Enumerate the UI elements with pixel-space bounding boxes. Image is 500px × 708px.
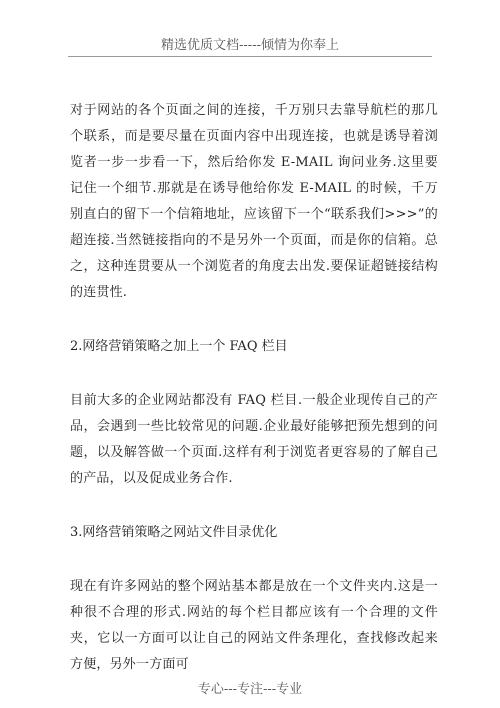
page-footer: 专心---专注---专业 xyxy=(197,682,303,697)
paragraph-faq: 目前大多的企业网站都没有 FAQ 栏目.一般企业现传自己的产品，会遇到一些比较常见的问题.企业最好能够把预先想到的问题，以及解答做一个页面.这样有利于浏览者更容易的了解自己的产品，以及促成业务合作. xyxy=(70,393,438,486)
section-heading-directory: 3.网络营销策略之网站文件目录优化 xyxy=(70,525,278,540)
header-divider xyxy=(68,56,432,57)
section-heading-faq: 2.网络营销策略之加上一个 FAQ 栏目 xyxy=(70,339,288,354)
paragraph-directory: 现在有许多网站的整个网站基本都是放在一个文件夹内.这是一种很不合理的形式.网站的每个栏目都应该有一个合理的文件夹，它以一方面可以让自己的网站文件条理化，查找修改起来方便，另外一方面可 xyxy=(70,579,438,672)
paragraph-link-structure: 对于网站的各个页面之间的连接，千万别只去靠导航栏的那几个联系，而是要尽量在页面内容中出现连接，也就是诱导着浏览者一步一步看一下，然后给你发 E-MAIL 询问业务.这里要记住一个细节.那就是在诱导他给你发 E-MAIL 的时候，千万别直白的留下一个信箱地址，应该留下一个“联系我们>>>”的超连接.当然链接指向的不是另外一个页面，而是你的信箱。总之，这种连贯要从一个浏览者的角度去出发.要保证超链接结构的连贯性. xyxy=(70,103,438,300)
document-body xyxy=(70,98,438,706)
page-header: 精选优质文档-----倾情为你奉上 xyxy=(161,38,339,53)
